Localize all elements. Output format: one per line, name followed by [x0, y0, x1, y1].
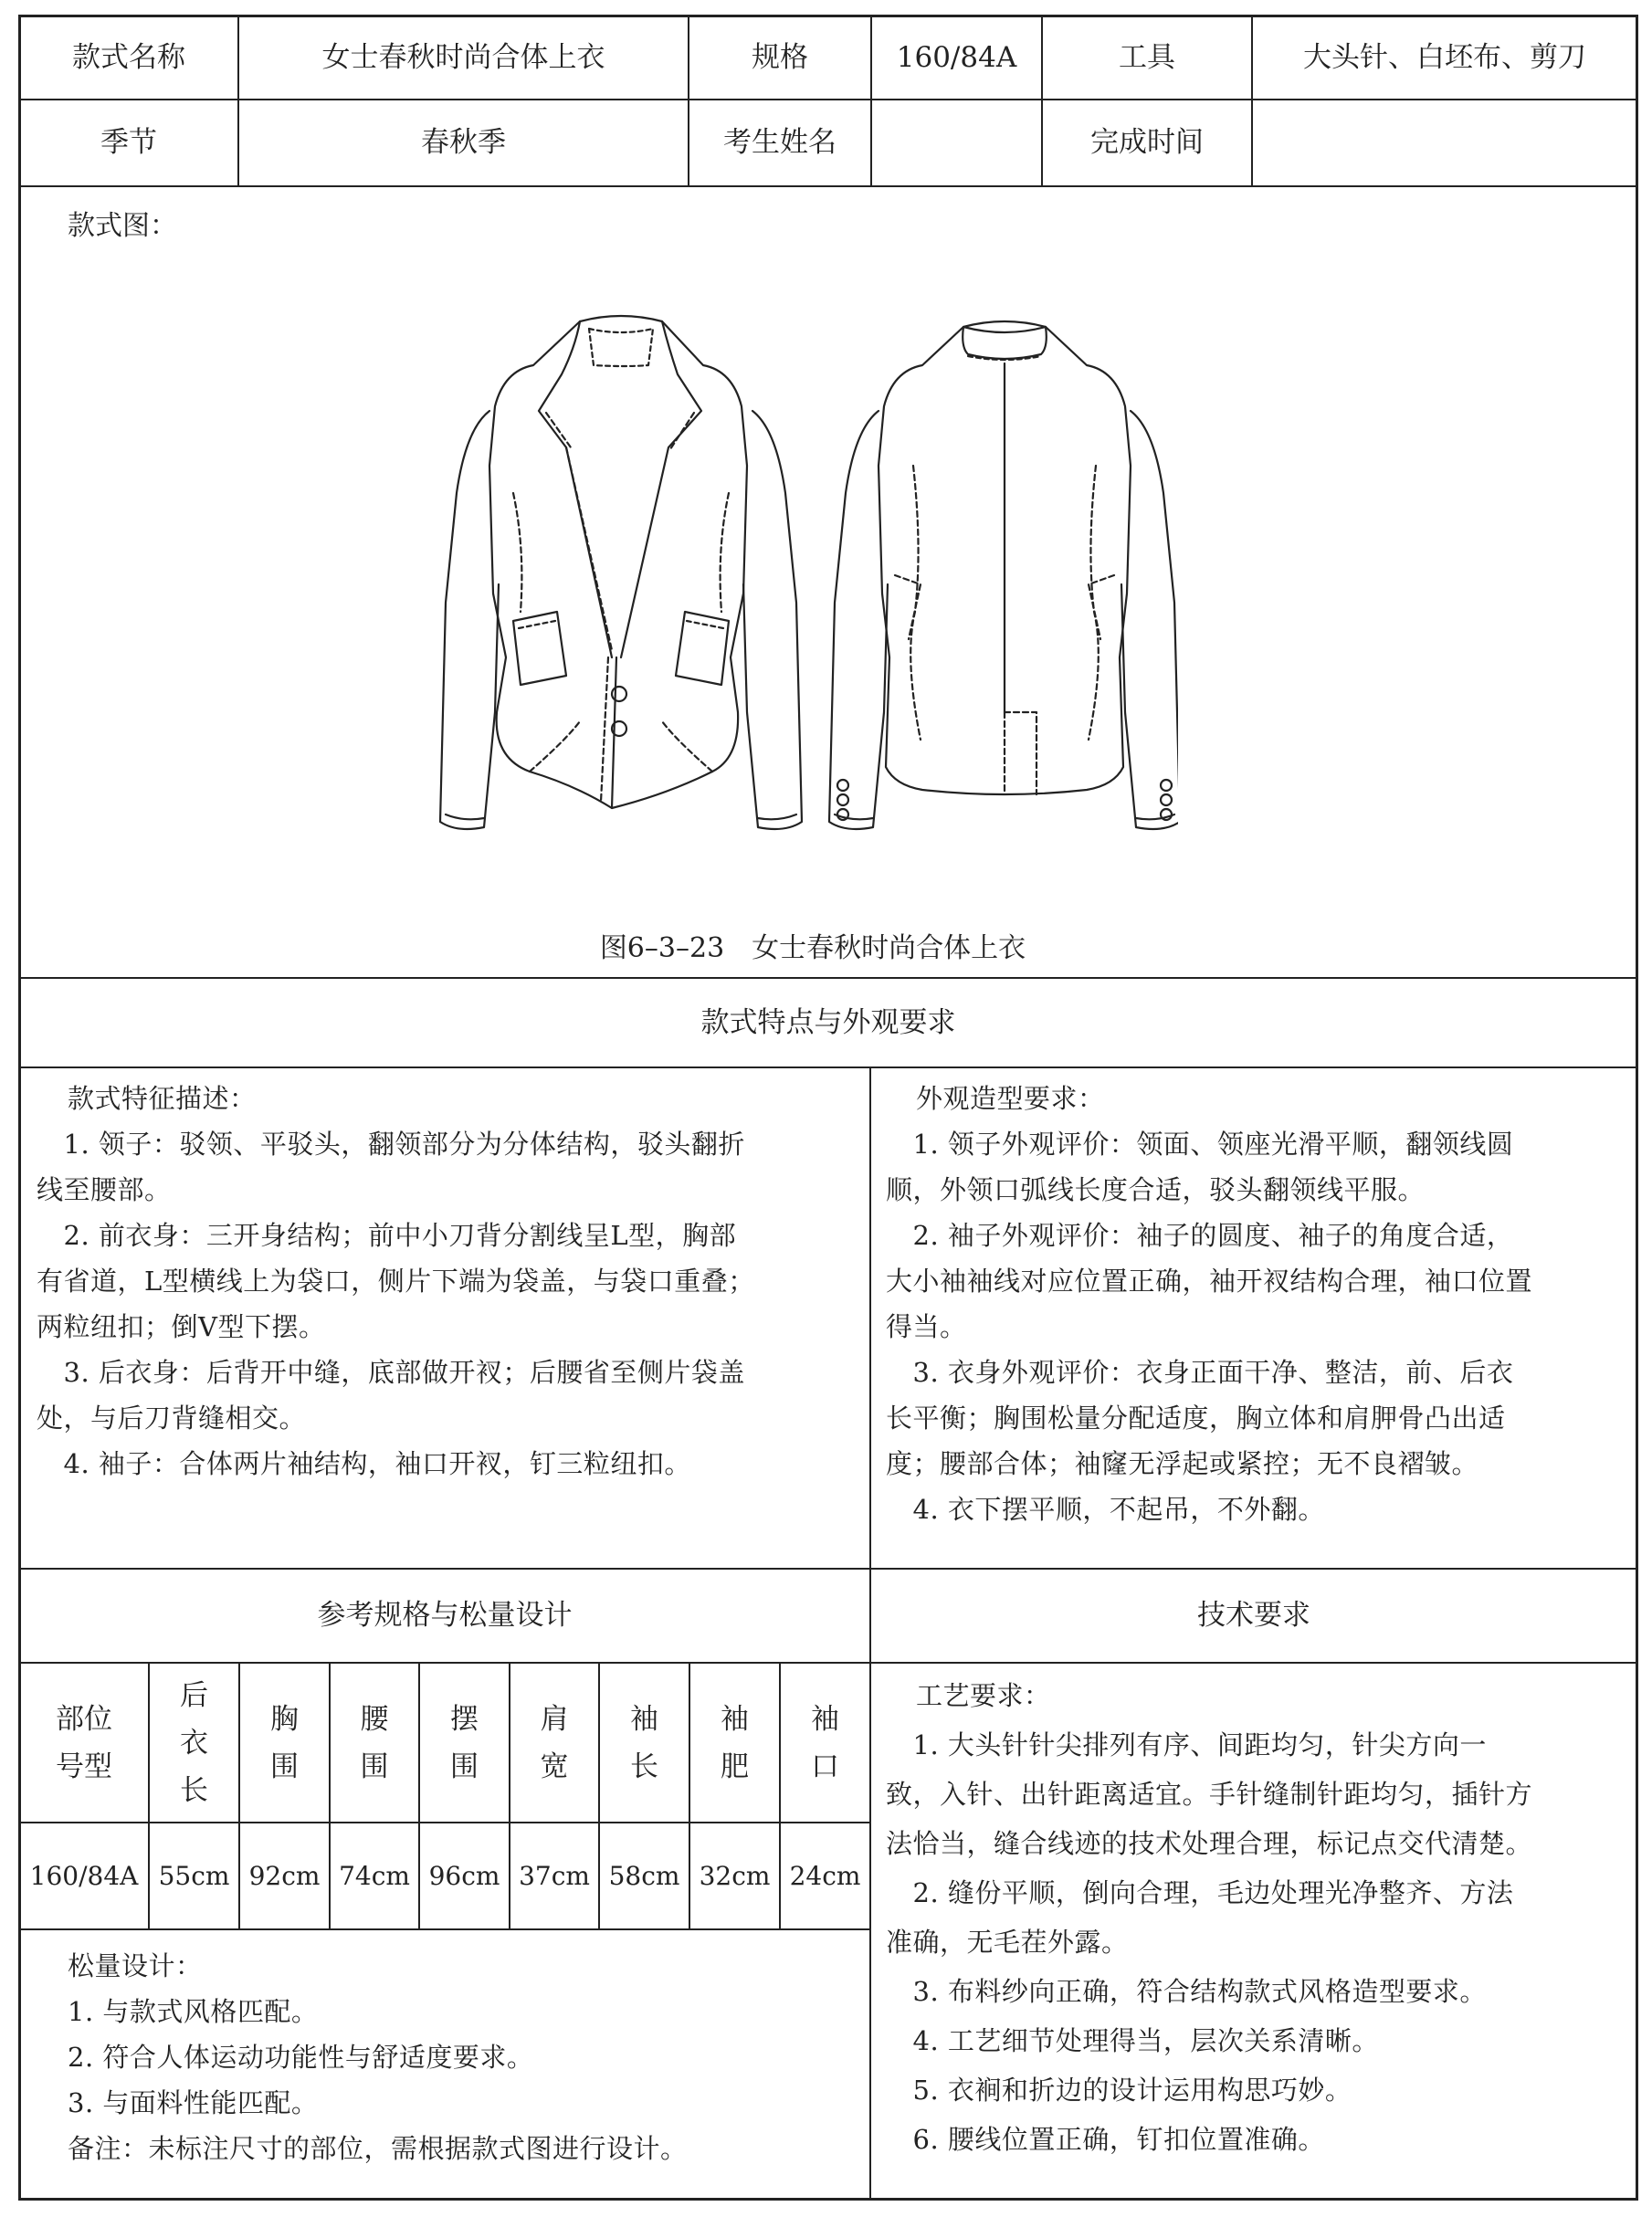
rule-row2	[18, 185, 1638, 187]
tech-line-3: 法恰当，缝合线迹的技术处理合理，标记点交代清楚。	[886, 1828, 1533, 1859]
features-section-title: 款式特点与外观要求	[700, 1005, 956, 1039]
spec-row-size: 160/84A	[29, 1861, 139, 1891]
style-description-line-8: 4. 袖子：合体两片袖结构，袖口开衩，钉三粒纽扣。	[37, 1448, 691, 1479]
spec-col-char: 肩	[540, 1702, 569, 1736]
tools-value: 大头针、白坯布、剪刀	[1303, 40, 1586, 74]
spec-col-char: 腰	[360, 1702, 389, 1736]
figure-label: 款式图：	[68, 210, 177, 242]
spec-col-waist	[331, 1664, 418, 1822]
appearance-line-2: 顺，外领口弧线长度合适，驳头翻领线平服。	[886, 1174, 1426, 1205]
season-value: 春秋季	[421, 126, 506, 160]
ease-note: 备注：未标注尺寸的部位，需根据款式图进行设计。	[68, 2133, 688, 2164]
spec-value-cuff: 24cm	[789, 1861, 861, 1891]
spec-value-hem: 96cm	[428, 1861, 500, 1891]
spec-col-char: 围	[270, 1749, 299, 1783]
appearance-line-9: 4. 衣下摆平顺，不起吊，不外翻。	[886, 1494, 1325, 1525]
tech-line-6: 3. 布料纱向正确，符合结构款式风格造型要求。	[886, 1976, 1487, 2007]
tech-line-5: 准确，无毛茬外露。	[886, 1927, 1129, 1958]
tech-line-8: 5. 衣裥和折边的设计运用构思巧妙。	[886, 2075, 1352, 2106]
jacket-front-view	[440, 316, 802, 829]
figure-caption: 图6–3–23 女士春秋时尚合体上衣	[599, 932, 1026, 964]
spec-corner-part: 部位	[56, 1702, 112, 1736]
spec-col-char: 袖	[630, 1702, 658, 1736]
spec-col-char: 围	[450, 1749, 479, 1783]
spec-label: 规格	[752, 40, 808, 74]
spec-col-chest	[240, 1664, 329, 1822]
candidate-name-field[interactable]	[872, 100, 1041, 185]
appearance-line-5: 得当。	[886, 1311, 967, 1342]
spec-col-char: 后	[180, 1678, 208, 1712]
jacket-back-view	[829, 321, 1178, 829]
style-description-line-6: 3. 后衣身：后背开中缝，底部做开衩；后腰省至侧片袋盖	[37, 1357, 745, 1388]
spec-value-waist: 74cm	[339, 1861, 410, 1891]
spec-value-chest: 92cm	[248, 1861, 321, 1891]
style-description-line-4: 有省道，L型横线上为袋口，侧片下端为袋盖，与袋口重叠；	[37, 1266, 755, 1297]
spec-col-sleeve-length	[600, 1664, 689, 1822]
tech-line-7: 4. 工艺细节处理得当，层次关系清晰。	[886, 2025, 1379, 2056]
spec-col-char: 长	[180, 1773, 208, 1807]
style-description-line-7: 处，与后刀背缝相交。	[37, 1403, 307, 1434]
spec-col-shoulder	[510, 1664, 598, 1822]
spec-col-char: 摆	[450, 1702, 479, 1736]
appearance-line-1: 1. 领子外观评价：领面、领座光滑平顺，翻领线圆	[886, 1129, 1514, 1160]
season-label: 季节	[100, 126, 157, 160]
spec-value: 160/84A	[896, 40, 1017, 74]
spec-col-char: 肥	[721, 1749, 749, 1783]
spec-col-char: 袖	[811, 1702, 839, 1736]
ease-line-2: 2. 符合人体运动功能性与舒适度要求。	[68, 2042, 534, 2073]
appearance-line-6: 3. 衣身外观评价：衣身正面干净、整洁，前、后衣	[886, 1357, 1514, 1388]
spec-value-sleeve-length: 58cm	[608, 1861, 680, 1891]
spec-col-char: 袖	[721, 1702, 749, 1736]
appearance-line-7: 长平衡；胸围松量分配适度，胸立体和肩胛骨凸出适	[886, 1403, 1506, 1434]
spec-col-back-length	[150, 1664, 238, 1822]
spec-col-char: 宽	[540, 1749, 569, 1783]
style-description-line-1: 1. 领子：驳领、平驳头，翻领部分为分体结构，驳头翻折	[37, 1129, 745, 1160]
tech-line-1: 1. 大头针针尖排列有序、间距均匀，针尖方向一	[886, 1729, 1487, 1760]
tech-line-4: 2. 缝份平顺，倒向合理，毛边处理光净整齐、方法	[886, 1877, 1514, 1908]
spec-col-bicep	[690, 1664, 779, 1822]
style-name-label: 款式名称	[72, 40, 185, 74]
rule-spec-values	[18, 1928, 869, 1930]
ease-line-3: 3. 与面料性能匹配。	[68, 2087, 319, 2118]
jacket-illustration	[429, 310, 1178, 877]
spec-col-char: 口	[811, 1749, 839, 1783]
appearance-title: 外观造型要求：	[916, 1083, 1105, 1114]
spec-col-char: 衣	[180, 1726, 208, 1760]
spec-col-char: 胸	[270, 1702, 299, 1736]
finish-time-field[interactable]	[1253, 100, 1636, 185]
spec-value-back-length: 55cm	[158, 1861, 230, 1891]
style-description-title: 款式特征描述：	[68, 1083, 257, 1114]
finish-time-label: 完成时间	[1090, 126, 1204, 160]
spec-col-char: 长	[630, 1749, 658, 1783]
spec-col-cuff	[781, 1664, 869, 1822]
craft-title: 工艺要求：	[916, 1680, 1051, 1711]
ease-line-1: 1. 与款式风格匹配。	[68, 1996, 319, 2027]
appearance-line-3: 2. 袖子外观评价：袖子的圆度、袖子的角度合适，	[886, 1220, 1514, 1251]
tech-line-2: 致，入针、出针距离适宜。手针缝制针距均匀，插针方	[886, 1779, 1533, 1810]
tools-label: 工具	[1119, 40, 1175, 74]
spec-col-hem	[420, 1664, 509, 1822]
tech-section-title: 技术要求	[1197, 1599, 1310, 1633]
spec-section-title: 参考规格与松量设计	[317, 1599, 573, 1633]
style-name-value: 女士春秋时尚合体上衣	[321, 40, 605, 74]
spec-corner-label	[20, 1664, 148, 1822]
style-description-line-5: 两粒纽扣；倒V型下摆。	[37, 1311, 326, 1342]
appearance-line-8: 度；腰部合体；袖窿无浮起或紧控；无不良褶皱。	[886, 1448, 1479, 1479]
rule-features-title	[18, 1066, 1638, 1068]
spec-value-bicep: 32cm	[699, 1861, 771, 1891]
style-description-line-2: 线至腰部。	[37, 1174, 172, 1205]
candidate-label: 考生姓名	[723, 126, 837, 160]
spec-col-char: 围	[360, 1749, 389, 1783]
spec-value-shoulder: 37cm	[519, 1861, 590, 1891]
tech-line-9: 6. 腰线位置正确，钉扣位置准确。	[886, 2124, 1325, 2155]
ease-title: 松量设计：	[68, 1950, 203, 1981]
style-description-line-3: 2. 前衣身：三开身结构；前中小刀背分割线呈L型，胸部	[37, 1220, 737, 1251]
spec-corner-size: 号型	[56, 1749, 112, 1783]
appearance-line-4: 大小袖袖线对应位置正确，袖开衩结构合理，袖口位置	[886, 1266, 1533, 1297]
